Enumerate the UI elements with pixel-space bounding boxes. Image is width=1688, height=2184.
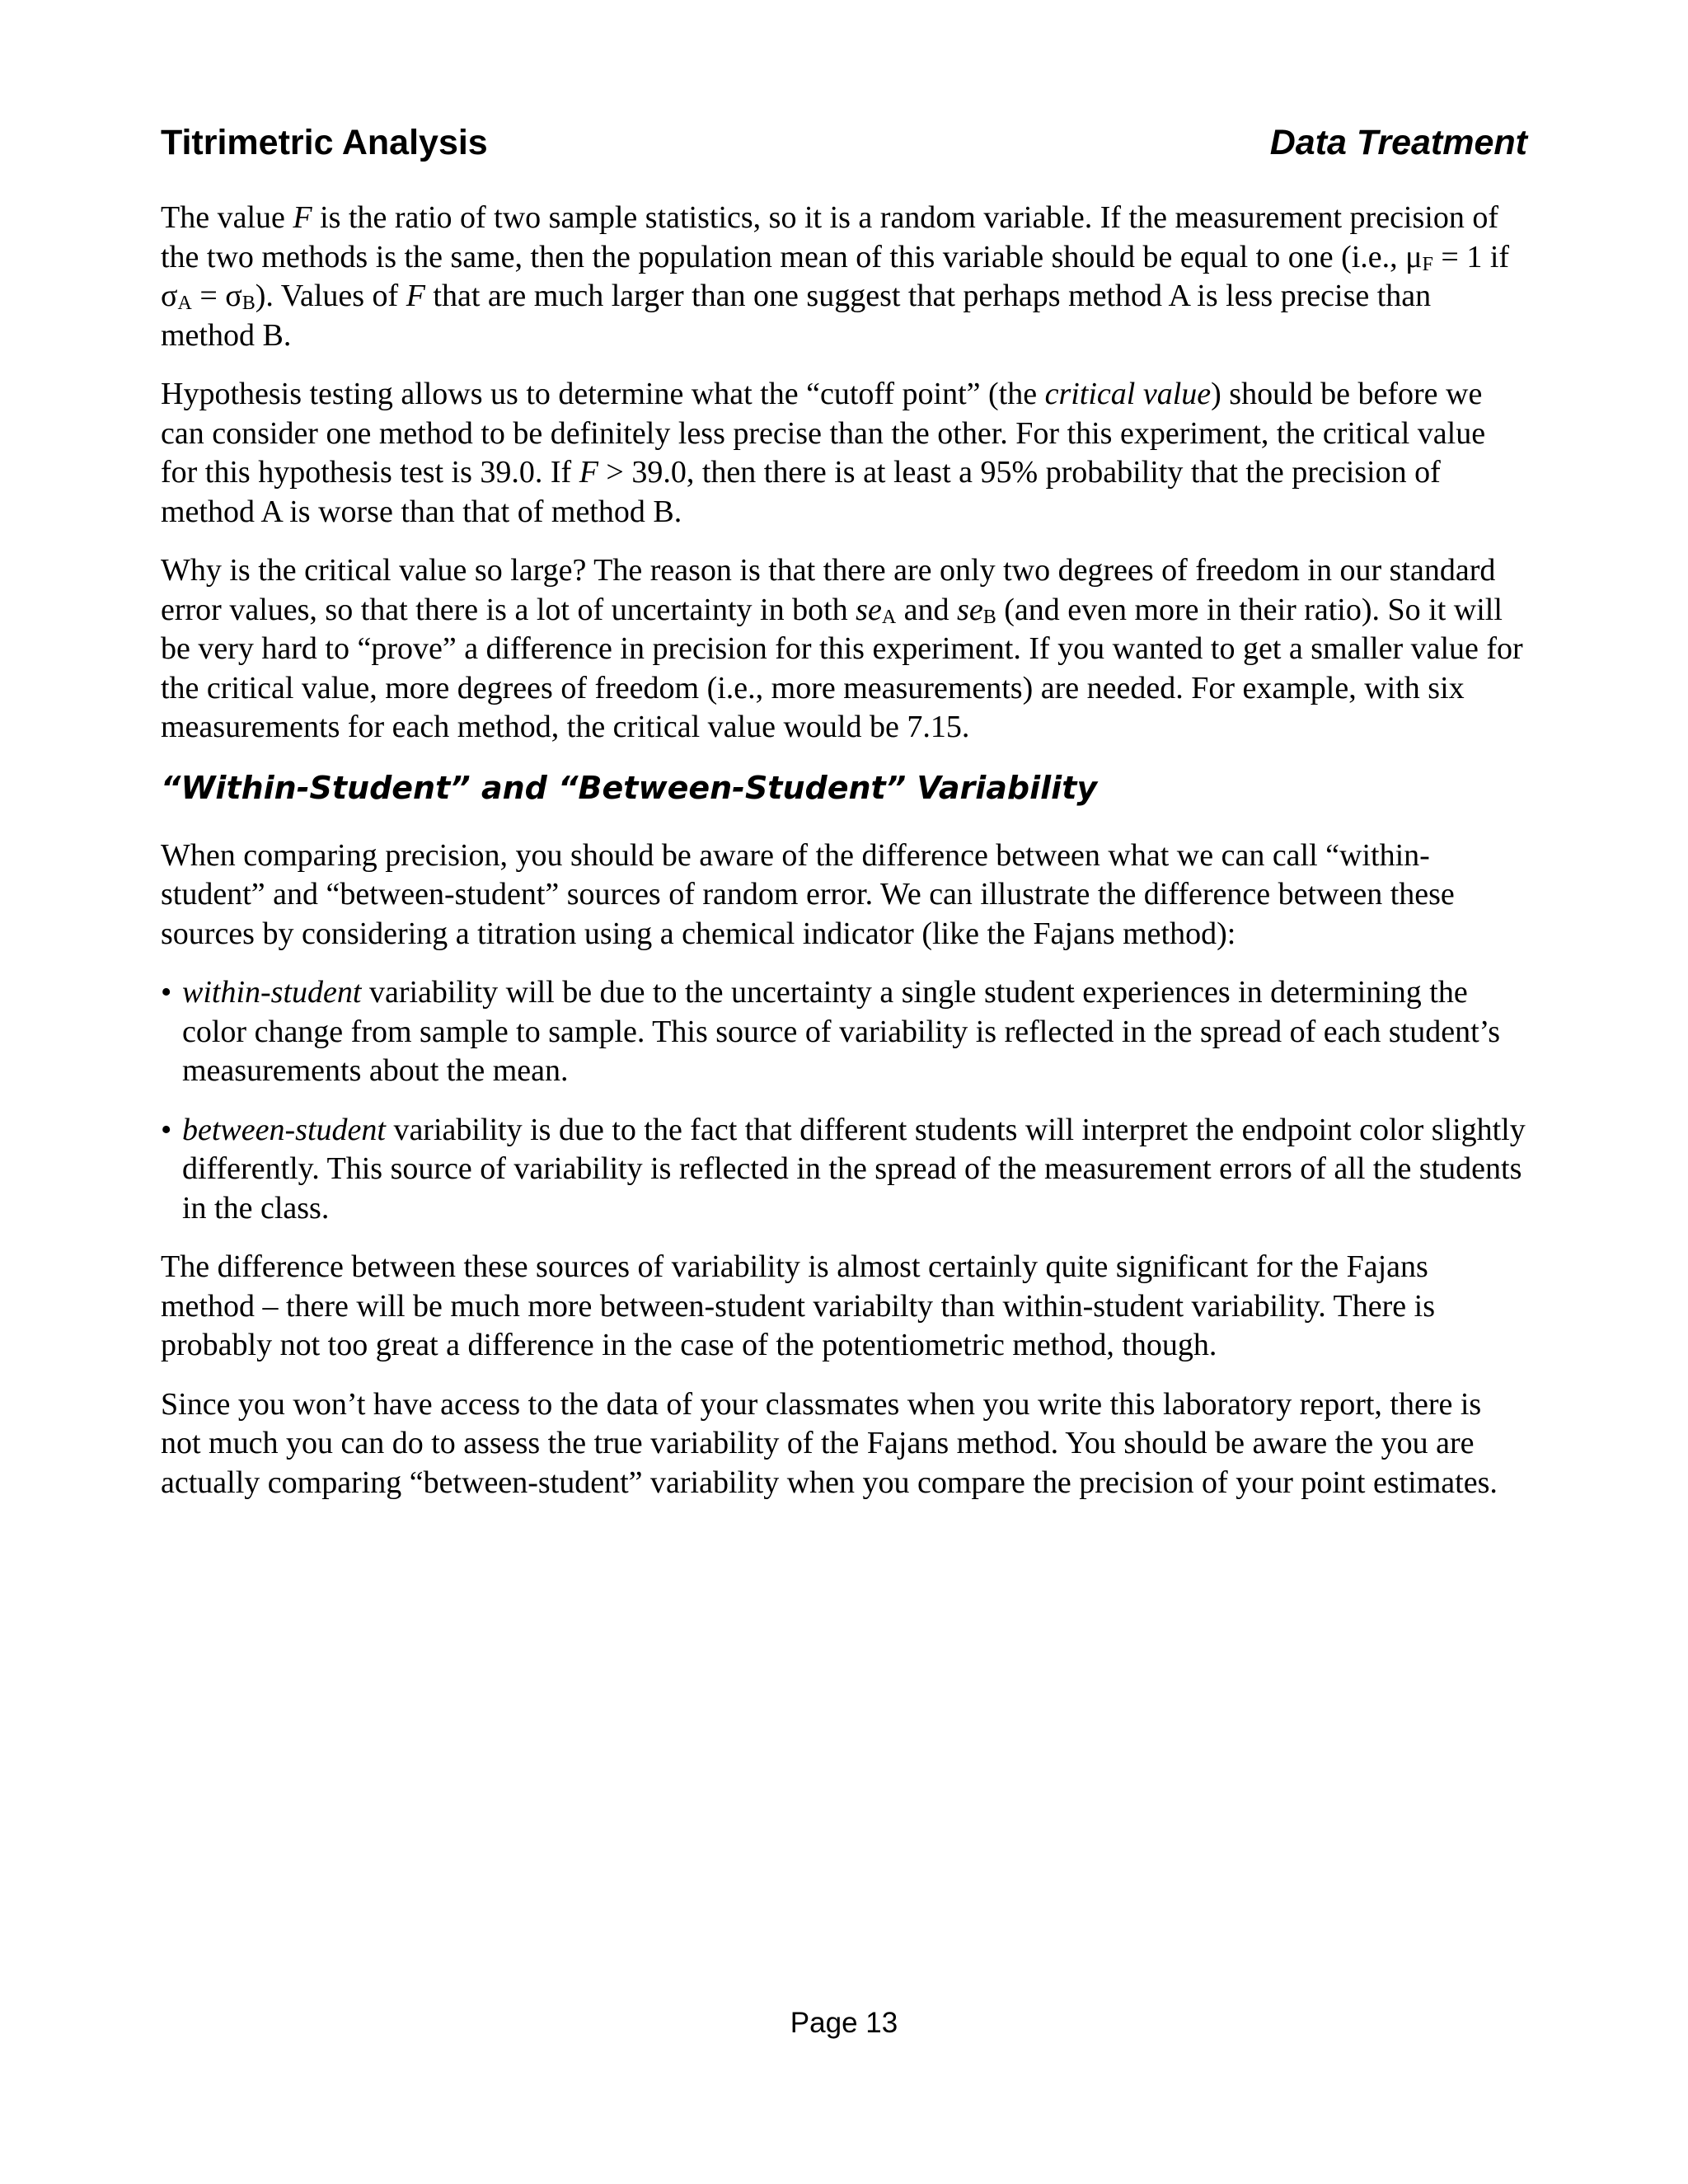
text-run: (and even more in their ratio). So it will be very hard to “prove” a difference in precision for this experiment. If you wanted to get a smaller value for the critical value, more degrees of freedom (i.e., more measurements) are needed. For example, with six measurements for each method, the critical value would be 7.15. [161, 592, 1523, 744]
text-run: > 39.0, then there is at least a 95% probability that the precision of method A is worse than that of method B. [161, 455, 1441, 529]
paragraph-classmates-data: Since you won’t have access to the data of your classmates when you write this laboratory report, there is not much you can do to assess the true variability of the Fajans method. You should be aware the you are actually comparing “between-student” variability when you compare the precision of your point estimates. [161, 1386, 1498, 1500]
subscript: B [241, 293, 256, 314]
paragraph-comparing-precision: When comparing precision, you should be aware of the difference between what we can call “within-student” and “between-student” sources of random error. We can illustrate the difference between these sources by considering a titration using a chemical indicator (like the Fajans method): [161, 837, 1455, 951]
paragraph-hypothesis-testing [161, 375, 1527, 532]
bullet-marker: • [161, 1112, 172, 1147]
subscript: F [1422, 253, 1433, 275]
text-run: variability is due to the fact that different students will interpret the endpoint color slightly differently. This source of variability is reflected in the spread of the measurement errors of all the students in the class. [182, 1112, 1526, 1226]
text-run: is the ratio of two sample statistics, so it is a random variable. If the measurement precision of the two methods is the same, then the population mean of this variable should be equal to one (i.e., μ [161, 200, 1498, 274]
variable-se: se [957, 592, 983, 627]
text-run: that are much larger than one suggest that perhaps method A is less precise than method B. [161, 279, 1432, 353]
bullet-within-student [161, 973, 1527, 1091]
paragraph-critical-value [161, 551, 1527, 748]
term-within-student: within-student [182, 975, 362, 1010]
section-heading: “Within-Student” and “Between-Student” Variability [161, 769, 1098, 806]
subscript: A [177, 293, 192, 314]
variable-f: F [406, 279, 425, 313]
page-header [161, 120, 1527, 166]
subscript: B [982, 606, 996, 628]
text-run: variability will be due to the uncertainty a single student experiences in determining the color change from sample to sample. This source of variability is reflected in the spread of each student’s measurements about the mean. [182, 975, 1501, 1088]
term-between-student: between-student [182, 1112, 386, 1147]
bullet-text [182, 1111, 1527, 1229]
text-run: and [896, 592, 958, 627]
paragraph-f-ratio [161, 199, 1527, 355]
text-run: Hypothesis testing allows us to determine what the “cutoff point” (the [161, 377, 1045, 411]
variable-se: se [856, 592, 882, 627]
variable-f: F [293, 200, 312, 235]
text-run: = 1 if σ [161, 239, 1510, 313]
header-title: Titrimetric Analysis [161, 123, 488, 162]
header-section: Data Treatment [1269, 123, 1527, 162]
text-run: ). Values of [255, 279, 406, 313]
subscript: A [881, 606, 897, 628]
text-run: The value [161, 200, 293, 235]
paragraph-variability-difference: The difference between these sources of variability is almost certainly quite significant for the Fajans method – there will be much more between-student variabilty than within-student variability. There is probably not too great a difference in the case of the potentiometric method, though. [161, 1249, 1435, 1362]
bullet-marker: • [161, 975, 172, 1010]
text-run: ) should be before we can consider one method to be definitely less precise than the other. For this experiment, the critical value for this hypothesis test is 39.0. If [161, 377, 1486, 490]
bullet-text [182, 973, 1527, 1091]
bullet-between-student [161, 1111, 1527, 1229]
text-run: = σ [191, 279, 242, 313]
text-run: Why is the critical value so large? The reason is that there are only two degrees of freedom in our standard error values, so that there is a lot of uncertainty in both [161, 553, 1496, 627]
page-number: Page 13 [790, 2007, 898, 2039]
term-critical-value: critical value [1044, 377, 1212, 411]
variable-f: F [579, 455, 598, 490]
